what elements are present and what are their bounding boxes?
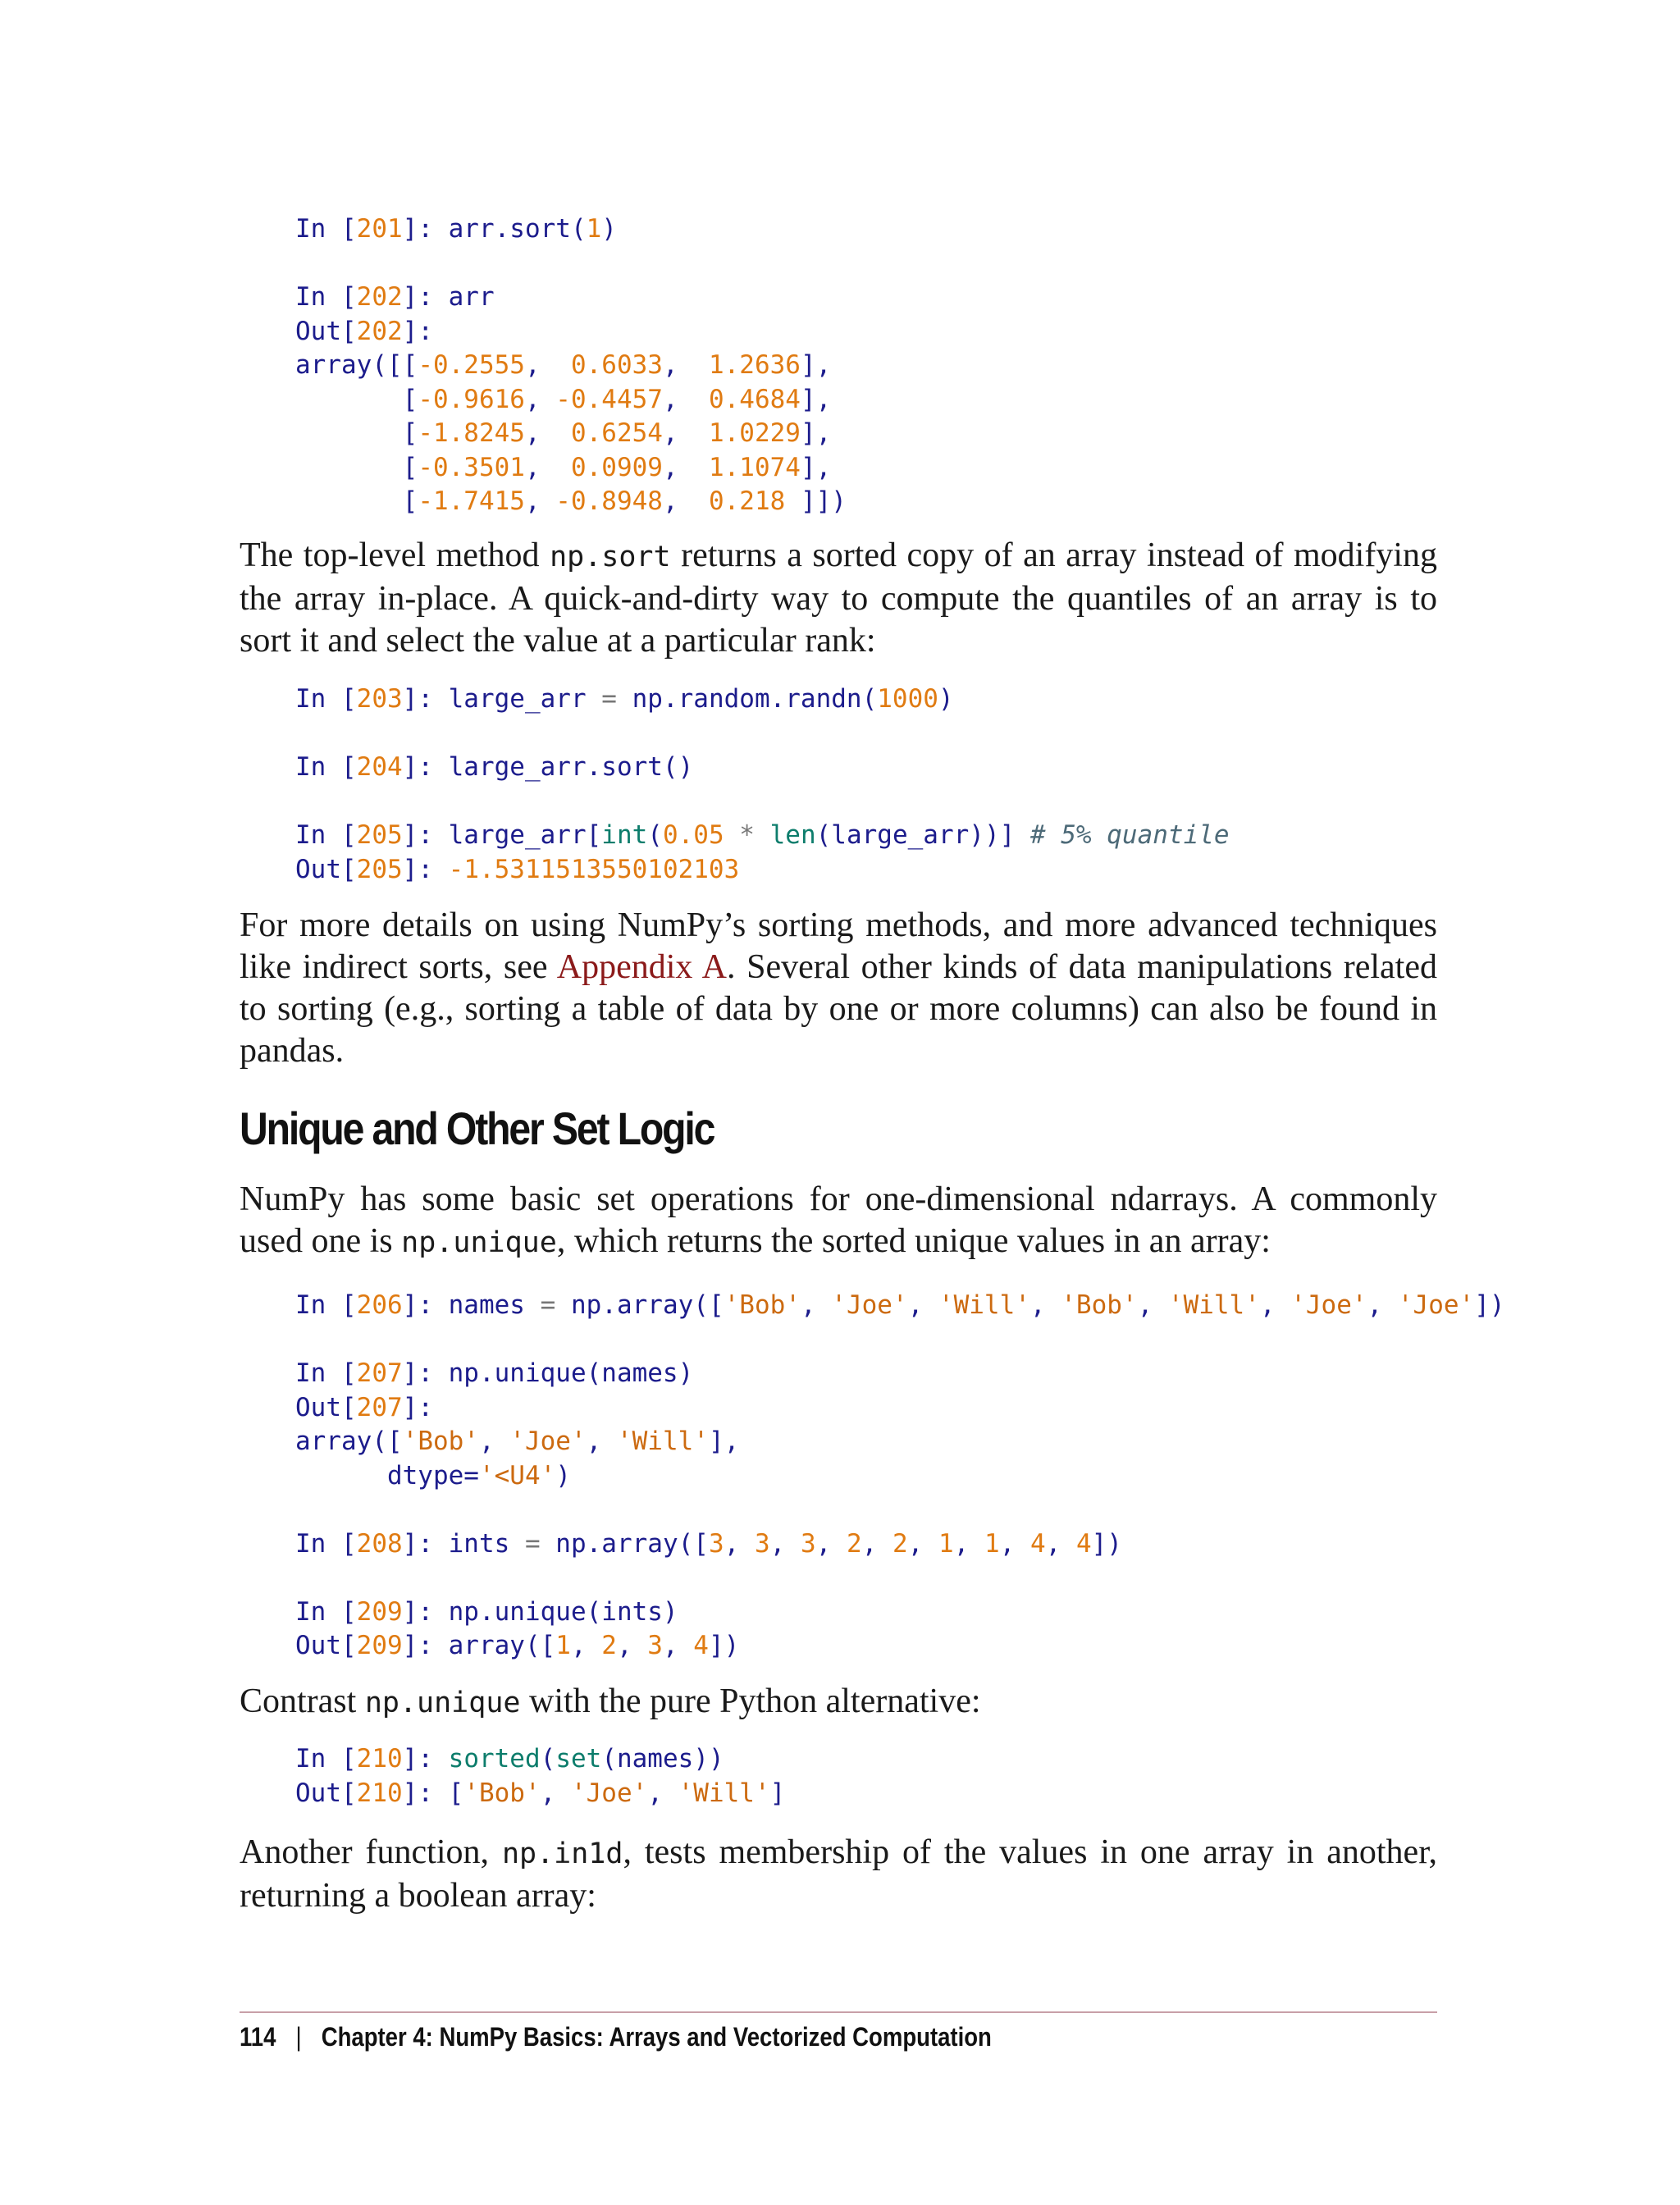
code-line	[295, 315, 847, 349]
code-line	[295, 1629, 1505, 1664]
code-token: ]:	[402, 1744, 449, 1774]
code-token: int	[601, 820, 648, 850]
code-block-sort	[295, 212, 847, 519]
code-token: 210	[356, 1744, 403, 1774]
code-token: ,	[662, 452, 709, 482]
code-token: 0.0909	[570, 452, 663, 482]
code-token: 4	[1029, 1528, 1046, 1559]
code-token: array([[	[295, 350, 418, 380]
code-line	[295, 1289, 1505, 1323]
paragraph-sorting-details	[240, 905, 1437, 1072]
code-token: 205	[356, 820, 403, 850]
code-token: =	[524, 1528, 541, 1559]
code-token: ])	[1474, 1290, 1505, 1320]
code-token: 'Will'	[938, 1290, 1030, 1320]
code-line	[295, 819, 1230, 853]
code-line	[295, 1357, 1505, 1391]
code-line	[295, 1742, 785, 1777]
code-token: ,	[540, 1778, 571, 1808]
code-token: 0.6254	[570, 418, 663, 448]
code-token: ]: large_arr[	[402, 820, 602, 850]
code-token: 4	[693, 1631, 709, 1660]
code-token: In [	[295, 820, 357, 850]
code-token: ]:	[402, 1392, 433, 1422]
code-token: ,	[907, 1290, 938, 1320]
code-line	[295, 1391, 1505, 1426]
text: For more details on using NumPy’s sorting methods, and more advanced techniques like indirect sorts, see	[240, 906, 1437, 986]
code-token: [	[295, 452, 418, 482]
code-token: ,	[815, 1528, 847, 1559]
code-token: 206	[356, 1290, 403, 1320]
code-token: ]: ints	[402, 1528, 525, 1559]
code-line	[295, 682, 1230, 717]
code-token: ,	[1045, 1528, 1076, 1559]
code-token: 205	[356, 854, 403, 884]
code-token: ,	[999, 1528, 1030, 1559]
code-token: In [	[295, 684, 357, 714]
code-token: ,	[586, 1427, 617, 1456]
footer-rule	[240, 2011, 1437, 2013]
inline-code: np.unique	[401, 1226, 557, 1259]
text: with the pure Python alternative:	[520, 1682, 981, 1720]
code-token: ])	[708, 1631, 740, 1660]
code-token: 1000	[877, 684, 938, 714]
code-token: ]: arr.sort(	[402, 214, 587, 244]
code-line	[295, 1527, 1505, 1562]
code-token: ,	[861, 1528, 892, 1559]
inline-code: np.sort	[550, 541, 671, 573]
code-token: ]	[769, 1778, 786, 1808]
code-block-quantile	[295, 682, 1230, 887]
code-line	[295, 1425, 1505, 1459]
code-token: ]:	[402, 854, 449, 884]
code-token: (	[540, 1744, 556, 1774]
code-token: )	[601, 214, 617, 244]
code-token: np.random.randn(	[616, 684, 878, 714]
code-token: 'Bob'	[402, 1427, 479, 1456]
code-token: np.array([	[555, 1290, 724, 1320]
code-token: ,	[524, 486, 556, 516]
code-token: *	[739, 820, 755, 850]
code-token: array([	[295, 1427, 403, 1456]
code-token: 2	[601, 1631, 617, 1660]
code-token: (	[647, 820, 663, 850]
text: . Several other kinds of data manipulations related to sorting (e.g., sorting a table of data by one or more columns) can also be found in pandas.	[240, 948, 1437, 1070]
paragraph-np-sort	[240, 535, 1437, 662]
code-line	[295, 1493, 1505, 1527]
code-token: ]: np.unique(ints)	[402, 1596, 678, 1627]
code-token: 207	[356, 1358, 403, 1388]
code-token: In [	[295, 1744, 357, 1774]
code-token: ],	[708, 1427, 740, 1456]
code-token: 0.4684	[708, 384, 801, 414]
code-token: ]: [	[402, 1778, 464, 1808]
code-token: len	[769, 820, 816, 850]
code-token: 204	[356, 752, 403, 782]
code-token: 0.6033	[570, 350, 663, 380]
code-line	[295, 247, 847, 281]
code-token: -0.3501	[418, 452, 525, 482]
code-token: 1	[984, 1528, 1000, 1559]
paragraph-in1d	[240, 1832, 1437, 1917]
code-token: ,	[800, 1290, 832, 1320]
code-token: sorted	[448, 1744, 541, 1774]
code-token: 'Will'	[616, 1427, 709, 1456]
code-line	[295, 853, 1230, 888]
code-token: 3	[754, 1528, 770, 1559]
code-token: Out[	[295, 1778, 357, 1808]
code-token	[755, 820, 770, 850]
code-token: 1	[555, 1631, 571, 1660]
code-line	[295, 281, 847, 315]
code-token: ,	[769, 1528, 801, 1559]
code-token: 201	[356, 214, 403, 244]
code-token: ,	[724, 1528, 755, 1559]
code-token: ,	[953, 1528, 984, 1559]
code-token: 3	[647, 1631, 663, 1660]
code-token: Out[	[295, 1392, 357, 1422]
code-token: ,	[524, 384, 556, 414]
code-token: 203	[356, 684, 403, 714]
code-token: ,	[524, 418, 571, 448]
code-token: ])	[1091, 1528, 1122, 1559]
code-token: 202	[356, 282, 403, 312]
code-token: 1.2636	[708, 350, 801, 380]
code-token: ],	[800, 384, 832, 414]
text: Contrast	[240, 1682, 365, 1720]
code-token: ,	[662, 418, 709, 448]
code-token: 'Joe'	[1290, 1290, 1367, 1320]
code-token: 202	[356, 316, 403, 346]
code-token: 2	[846, 1528, 862, 1559]
paragraph-np-unique	[240, 1179, 1437, 1264]
code-token: set	[555, 1744, 602, 1774]
code-token: -1.7415	[418, 486, 525, 516]
code-token: 209	[356, 1596, 403, 1627]
code-token: ,	[662, 1631, 694, 1660]
code-token: -1.5311513550102103	[448, 854, 740, 884]
code-token: )	[555, 1460, 571, 1491]
code-token: [	[295, 384, 418, 414]
code-token: Out[	[295, 316, 357, 346]
code-token: (names))	[601, 1744, 724, 1774]
code-token: ,	[647, 1778, 678, 1808]
code-token: 'Bob'	[724, 1290, 801, 1320]
code-token: In [	[295, 1358, 357, 1388]
code-line	[295, 1561, 1505, 1596]
code-token: 'Bob'	[1061, 1290, 1138, 1320]
code-line	[295, 1777, 785, 1811]
code-token: Out[	[295, 1631, 357, 1660]
code-token: )	[938, 684, 954, 714]
code-token: ,	[1367, 1290, 1398, 1320]
code-token: ,	[662, 384, 709, 414]
code-token: In [	[295, 282, 357, 312]
code-token: 0.05	[662, 820, 724, 850]
code-token: ,	[662, 486, 709, 516]
code-block-unique	[295, 1289, 1505, 1664]
code-token: ,	[907, 1528, 938, 1559]
code-token: [	[295, 486, 418, 516]
section-heading: Unique and Other Set Logic	[240, 1102, 714, 1154]
code-token: 208	[356, 1528, 403, 1559]
code-token: -1.8245	[418, 418, 525, 448]
code-token: Out[	[295, 854, 357, 884]
code-token: [	[295, 418, 418, 448]
code-token: 'Joe'	[1397, 1290, 1475, 1320]
code-token: ,	[478, 1427, 510, 1456]
code-token: ]: np.unique(names)	[402, 1358, 694, 1388]
code-line	[295, 383, 847, 418]
code-token: 'Will'	[1167, 1290, 1260, 1320]
text: NumPy has some basic set operations for one-dimensional ndarrays. A commonly used one is	[240, 1180, 1437, 1260]
chapter-title: Chapter 4: NumPy Basics: Arrays and Vectorized Computation	[321, 2022, 992, 2052]
code-line	[295, 451, 847, 486]
code-token: =	[540, 1290, 556, 1320]
code-token: # 5% quantile	[1029, 820, 1230, 850]
code-token: 1	[586, 214, 602, 244]
code-token: ]: large_arr.sort()	[402, 752, 694, 782]
code-token: 'Bob'	[463, 1778, 541, 1808]
code-token: ,	[1029, 1290, 1061, 1320]
code-token: ,	[570, 1631, 602, 1660]
code-token: 3	[708, 1528, 724, 1559]
code-line	[295, 717, 1230, 751]
code-token: 'Joe'	[831, 1290, 908, 1320]
code-token: ]: arr	[402, 282, 495, 312]
code-token: ],	[800, 452, 832, 482]
code-token: =	[601, 684, 617, 714]
code-token: 207	[356, 1392, 403, 1422]
paragraph-contrast	[240, 1681, 1437, 1724]
code-line	[295, 1323, 1505, 1358]
code-token: -0.9616	[418, 384, 525, 414]
code-token: In [	[295, 1528, 357, 1559]
code-token: ]: array([	[402, 1631, 556, 1660]
code-token: 1.0229	[708, 418, 801, 448]
inline-code: np.in1d	[501, 1838, 623, 1870]
code-line	[295, 785, 1230, 819]
code-line	[295, 485, 847, 519]
code-token: ],	[800, 418, 832, 448]
code-token: -0.4457	[555, 384, 663, 414]
text: The top-level method	[240, 536, 550, 574]
code-token	[724, 820, 740, 850]
code-token: (large_arr))]	[815, 820, 1030, 850]
code-block-python-alt	[295, 1742, 785, 1810]
code-token: -0.2555	[418, 350, 525, 380]
code-line	[295, 417, 847, 451]
code-token: 209	[356, 1631, 403, 1660]
code-token: 2	[892, 1528, 908, 1559]
code-line	[295, 212, 847, 247]
code-line	[295, 1459, 1505, 1494]
code-token: ,	[524, 350, 571, 380]
code-token: ],	[800, 350, 832, 380]
text: Another function,	[240, 1833, 502, 1871]
code-token: 210	[356, 1778, 403, 1808]
code-token: 1	[938, 1528, 954, 1559]
code-token: In [	[295, 752, 357, 782]
code-token: ]: names	[402, 1290, 541, 1320]
footer-separator: |	[295, 2022, 302, 2052]
code-token: In [	[295, 214, 357, 244]
text: , which returns the sorted unique values in an array:	[556, 1222, 1271, 1260]
page-number: 114	[240, 2022, 276, 2052]
code-token: 3	[800, 1528, 816, 1559]
text: , tests membership of the values in one array in another, returning a boolean array:	[240, 1833, 1437, 1915]
code-token: ,	[662, 350, 709, 380]
code-token: ]])	[800, 486, 847, 516]
code-token: -0.8948	[555, 486, 663, 516]
code-token: ]:	[402, 316, 433, 346]
code-token: ,	[1137, 1290, 1168, 1320]
code-token: np.array([	[540, 1528, 709, 1559]
code-token: 1.1074	[708, 452, 801, 482]
text: returns a sorted copy of an array instead of modifying the array in-place. A quick-and-dirty way to compute the quantiles of an array is to sort it and select the value at a particular rank:	[240, 536, 1437, 660]
code-token: 'Joe'	[509, 1427, 587, 1456]
code-token: 0.218	[708, 486, 801, 516]
code-token: In [	[295, 1596, 357, 1627]
code-token: ,	[616, 1631, 648, 1660]
code-token: '<U4'	[478, 1460, 556, 1491]
appendix-a-link[interactable]: Appendix A	[556, 948, 727, 986]
code-token: ]: large_arr	[402, 684, 602, 714]
code-line	[295, 1596, 1505, 1630]
inline-code: np.unique	[364, 1687, 521, 1719]
code-token: ,	[1259, 1290, 1291, 1320]
code-line	[295, 751, 1230, 785]
code-token: ,	[524, 452, 571, 482]
page-footer	[240, 2022, 992, 2052]
code-token: dtype=	[295, 1460, 479, 1491]
code-line	[295, 349, 847, 383]
code-token: 4	[1075, 1528, 1092, 1559]
code-token: In [	[295, 1290, 357, 1320]
code-token: 'Joe'	[570, 1778, 648, 1808]
code-token: 'Will'	[678, 1778, 770, 1808]
